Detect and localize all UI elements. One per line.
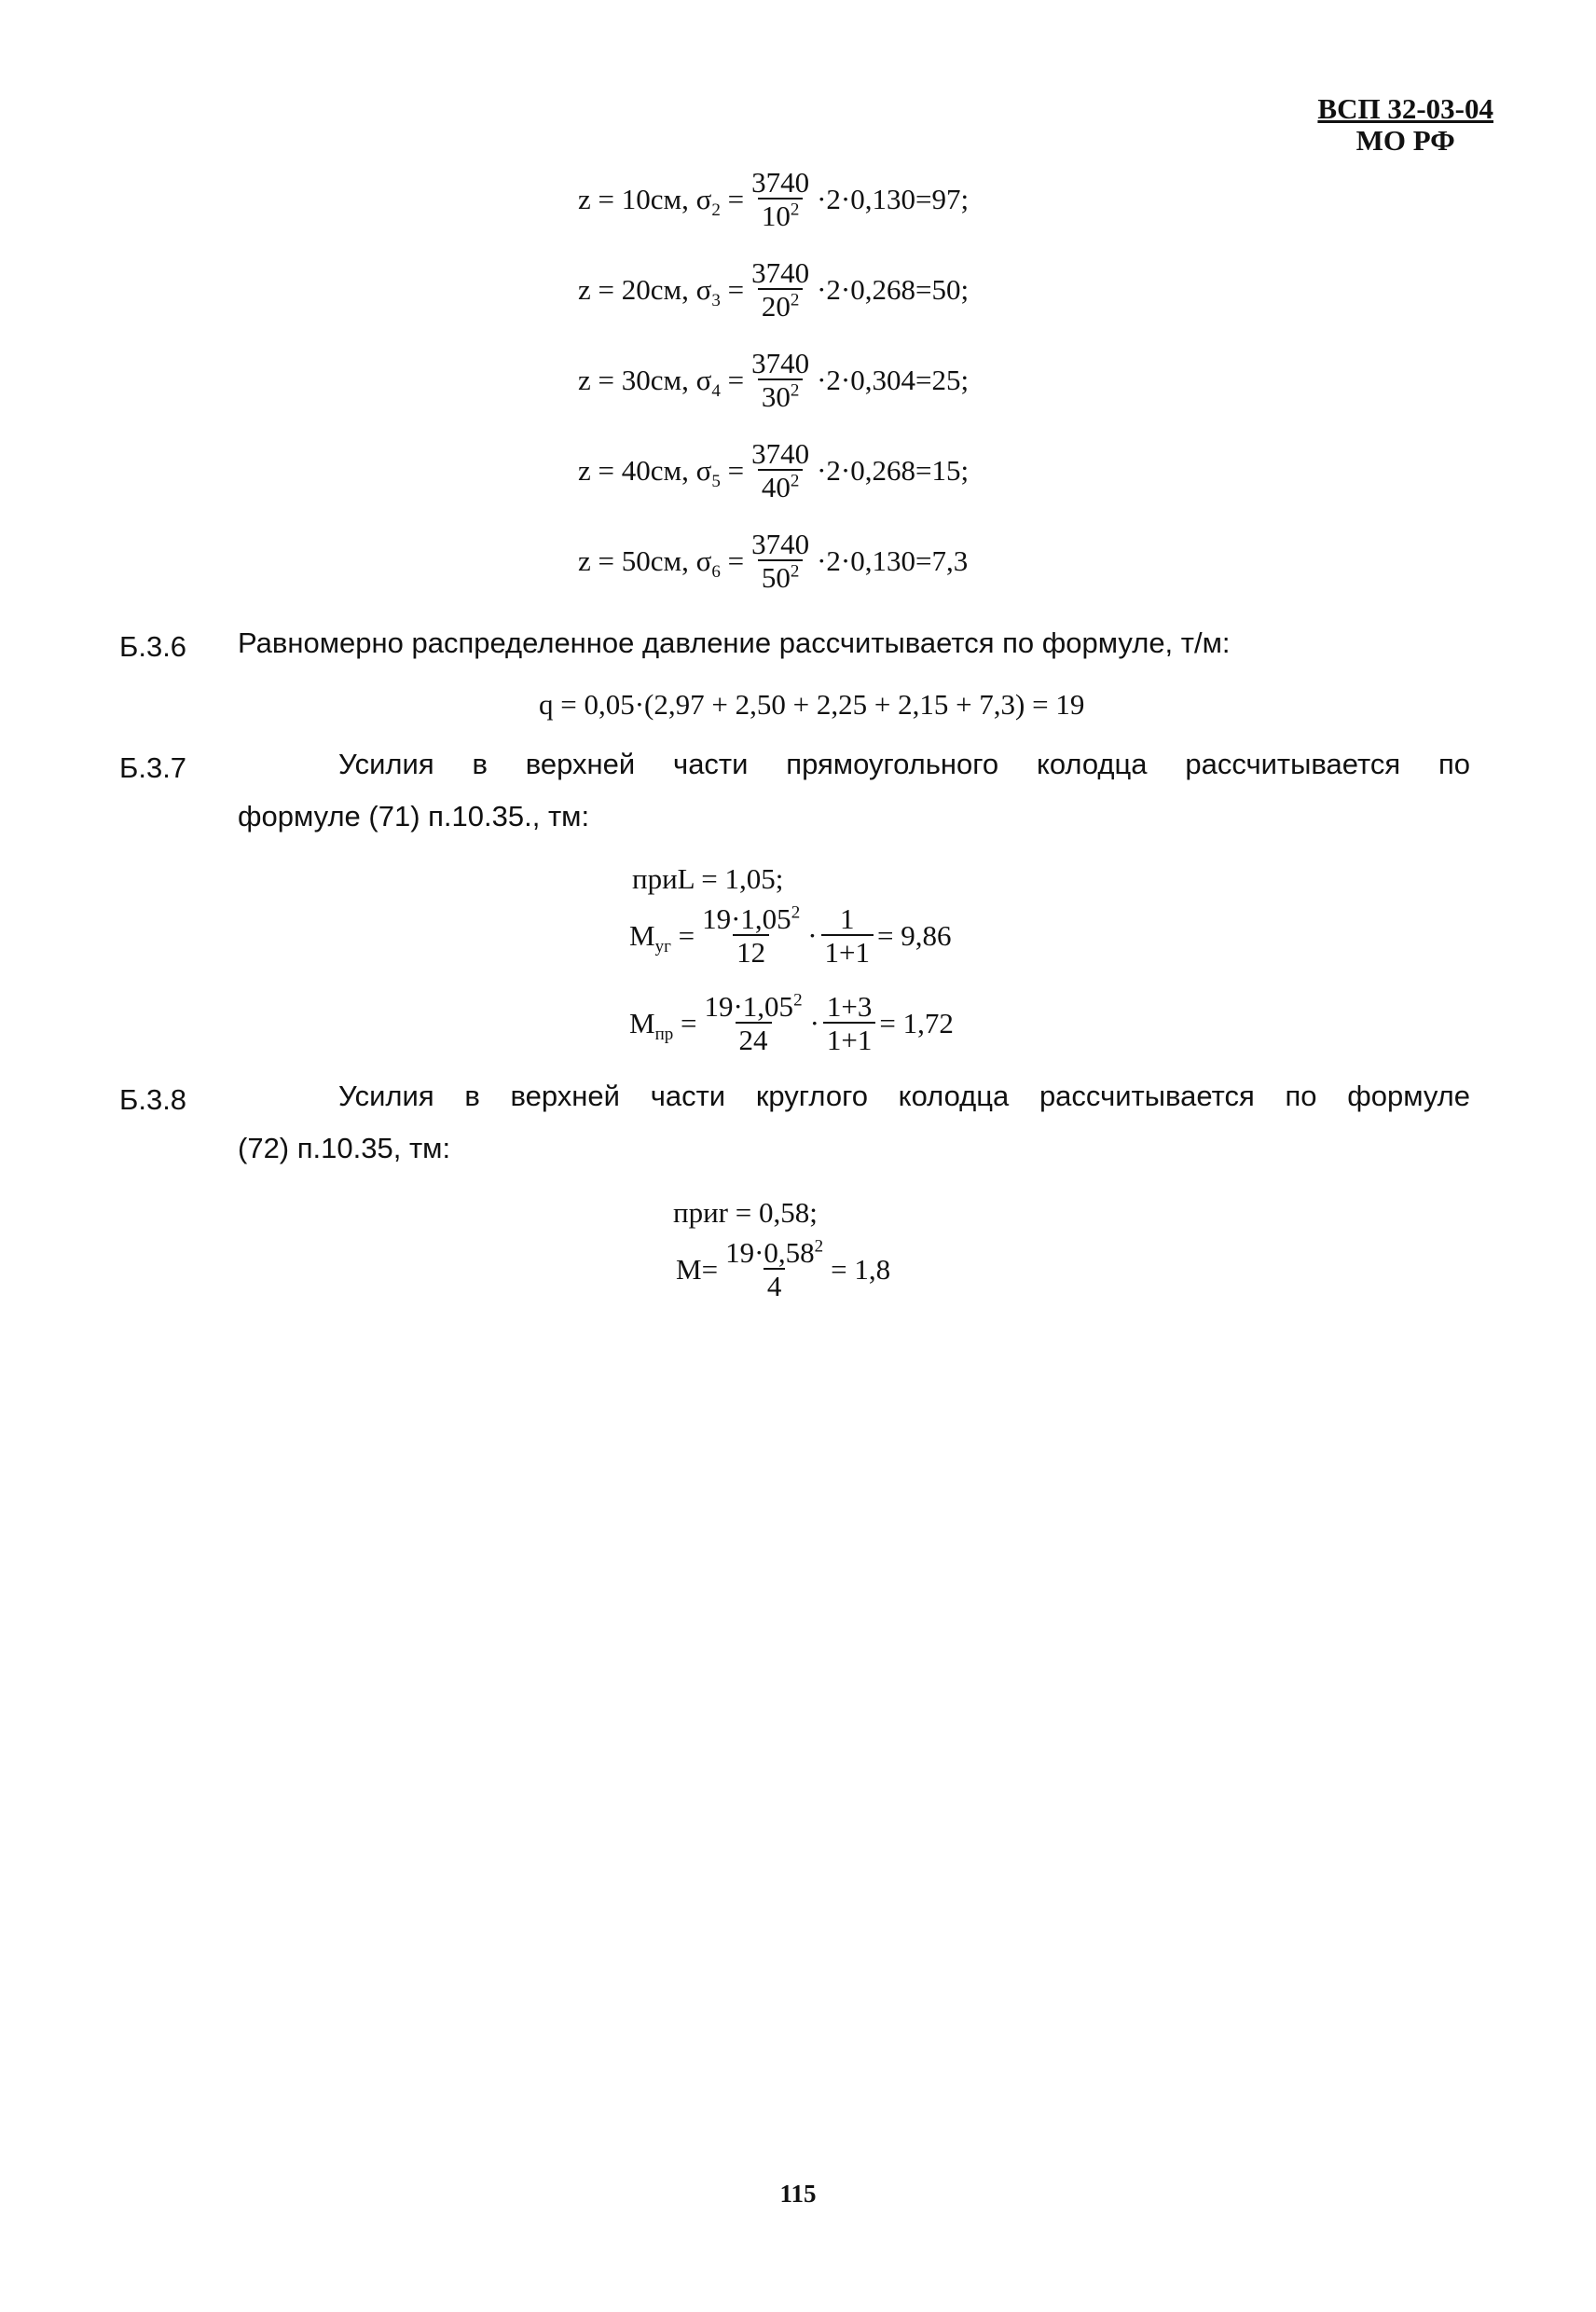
sigma-formula-row: z = 20см , $\sigma_3$ = $\frac{3740}{20^2}$ ·2·0,268=50; <box>578 256 970 323</box>
section-number-b38: Б.3.8 <box>119 1083 187 1116</box>
section-b38-paragraph <box>238 1070 1470 1175</box>
sigma-symbol: $\sigma_5$ <box>695 453 721 491</box>
given-r: приr = 0,58; <box>673 1196 818 1229</box>
moment-span-fraction2: $\frac{1+3}{1+1}$ <box>823 992 875 1054</box>
depth-value: 50см <box>621 544 682 577</box>
sigma-symbol: $\sigma_2$ <box>695 182 721 220</box>
section-b38-line1: Усилия в верхней части круглого колодца рассчитывается по формуле <box>338 1080 1470 1112</box>
sigma-result: ·2·0,130=7,3 <box>817 544 969 577</box>
section-b37-paragraph <box>238 738 1470 843</box>
section-b37-line1: Усилия в верхней части прямоугольного колодца рассчитывается по <box>338 748 1470 780</box>
moment-corner-fraction1: $\frac{19\cdot 1,05^2}{12}$ <box>702 902 801 969</box>
sigma-symbol: $\sigma_4$ <box>695 363 721 401</box>
sigma-result: ·2·0,130=97; <box>817 182 970 215</box>
sigma-fraction: $\frac{3740}{20^2}$ <box>751 256 810 323</box>
sigma-symbol: $\sigma_3$ <box>695 272 721 310</box>
depth-value: 20см <box>621 272 682 306</box>
section-b37-line2: формуле (71) п.10.35., тм: <box>238 800 590 833</box>
moment-span-result: = 1,72 <box>879 1006 954 1039</box>
page-number: 115 <box>779 2180 817 2208</box>
sigma-formula-row: z = 10см , $\sigma_2$ = $\frac{3740}{10^2}$ ·2·0,130=97; <box>578 166 970 232</box>
moment-circular-result: = 1,8 <box>831 1252 891 1286</box>
section-number-b36: Б.3.6 <box>119 630 187 663</box>
moment-circular-symbol: M <box>676 1252 702 1286</box>
sigma-formula-row: z = 30см , $\sigma_4$ = $\frac{3740}{30^2}$ ·2·0,304=25; <box>578 347 970 413</box>
sigma-fraction: $\frac{3740}{30^2}$ <box>751 347 810 413</box>
moment-span-symbol: $M_{пр}$ <box>629 1006 674 1044</box>
pressure-formula: q = 0,05·(2,97 + 2,50 + 2,25 + 2,15 + 7,3) = 19 <box>539 688 1085 721</box>
sigma-result: ·2·0,268=50; <box>817 272 970 306</box>
moment-corner-formula: $M_{уг}$ = $\frac{19\cdot 1,05^2}{12}$ · $\frac{1}{1+1}$ = 9,86 <box>629 902 952 969</box>
document-code-line1: ВСП 32-03-04 <box>1317 92 1493 125</box>
sigma-result: ·2·0,268=15; <box>817 453 970 487</box>
section-number-b37: Б.3.7 <box>119 751 187 784</box>
given-L: приL = 1,05; <box>632 862 784 895</box>
depth-value: 30см <box>621 363 682 396</box>
moment-corner-fraction2: $\frac{1}{1+1}$ <box>821 904 874 967</box>
sigma-fraction: $\frac{3740}{10^2}$ <box>751 166 810 232</box>
sigma-formula-row: z = 50см , $\sigma_6$ = $\frac{3740}{50^2}$ ·2·0,130=7,3 <box>578 528 969 594</box>
sigma-result: ·2·0,304=25; <box>817 363 970 396</box>
moment-corner-symbol: $M_{уг}$ <box>629 918 671 956</box>
depth-value: 10см <box>621 182 682 215</box>
moment-circular-fraction: $\frac{19\cdot 0,58^2}{4}$ <box>725 1236 824 1302</box>
moment-circular-formula: M = $\frac{19\cdot 0,58^2}{4}$ = 1,8 <box>676 1236 891 1302</box>
moment-corner-result: = 9,86 <box>877 918 952 952</box>
section-b38-line2: (72) п.10.35, тм: <box>238 1132 451 1164</box>
document-code <box>1317 93 1493 157</box>
moment-span-formula: $M_{пр}$ = $\frac{19\cdot 1,05^2}{24}$ · $\frac{1+3}{1+1}$ = 1,72 <box>629 990 954 1056</box>
sigma-symbol: $\sigma_6$ <box>695 544 721 582</box>
depth-value: 40см <box>621 453 682 487</box>
sigma-formula-row: z = 40см , $\sigma_5$ = $\frac{3740}{40^2}$ ·2·0,268=15; <box>578 437 970 503</box>
document-code-line2: МО РФ <box>1355 124 1455 158</box>
moment-span-fraction1: $\frac{19\cdot 1,05^2}{24}$ <box>704 990 803 1056</box>
sigma-fraction: $\frac{3740}{40^2}$ <box>751 437 810 503</box>
section-b36-text: Равномерно распределенное давление рассчитывается по формуле, т/м: <box>238 626 1231 659</box>
sigma-fraction: $\frac{3740}{50^2}$ <box>751 528 810 594</box>
